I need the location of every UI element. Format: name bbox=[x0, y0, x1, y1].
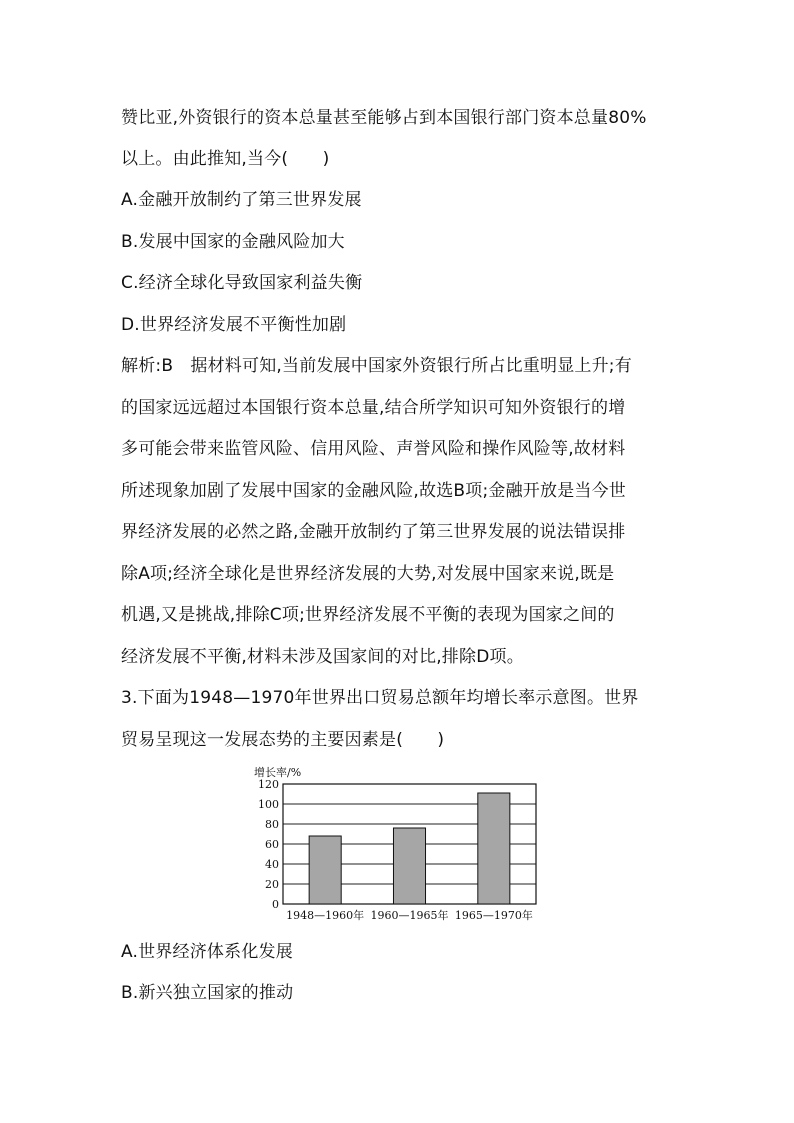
question-3-stem: 贸易呈现这一发展态势的主要因素是( ) bbox=[121, 730, 445, 750]
y-tick-label: 0 bbox=[272, 898, 279, 911]
analysis-line: 解析:B 据材料可知,当前发展中国家外资银行所占比重明显上升;有 bbox=[121, 356, 632, 376]
bar bbox=[478, 793, 510, 904]
y-tick-label: 40 bbox=[265, 858, 279, 871]
analysis-line: 界经济发展的必然之路,金融开放制约了第三世界发展的说法错误排 bbox=[121, 522, 626, 542]
option-a: A.世界经济体系化发展 bbox=[121, 942, 293, 962]
analysis-line: 机遇,又是挑战,排除C项;世界经济发展不平衡的表现为国家之间的 bbox=[121, 605, 615, 625]
y-axis-label: 增长率/% bbox=[254, 766, 302, 779]
analysis-line: 除A项;经济全球化是世界经济发展的大势,对发展中国家来说,既是 bbox=[121, 564, 615, 584]
y-tick-label: 120 bbox=[258, 778, 279, 791]
option-c: C.经济全球化导致国家利益失衡 bbox=[121, 273, 363, 293]
x-tick-label: 1965—1970年 bbox=[454, 909, 533, 922]
text-line: 赞比亚,外资银行的资本总量甚至能够占到本国银行部门资本总量80% bbox=[121, 108, 647, 128]
y-tick-label: 20 bbox=[265, 878, 279, 891]
x-tick-label: 1948—1960年 bbox=[286, 909, 365, 922]
analysis-line: 的国家远远超过本国银行资本总量,结合所学知识可知外资银行的增 bbox=[121, 398, 626, 418]
option-b: B.新兴独立国家的推动 bbox=[121, 983, 294, 1003]
bar-chart-svg bbox=[250, 762, 550, 932]
growth-rate-chart bbox=[250, 762, 550, 932]
y-tick-label: 100 bbox=[258, 798, 279, 811]
analysis-line: 经济发展不平衡,材料未涉及国家间的对比,排除D项。 bbox=[121, 647, 524, 667]
analysis-line: 所述现象加剧了发展中国家的金融风险,故选B项;金融开放是当今世 bbox=[121, 481, 626, 501]
question-3-stem: 3.下面为1948—1970年世界出口贸易总额年均增长率示意图。世界 bbox=[121, 688, 639, 708]
y-tick-label: 80 bbox=[265, 818, 279, 831]
bar bbox=[393, 828, 425, 904]
analysis-line: 多可能会带来监管风险、信用风险、声誉风险和操作风险等,故材料 bbox=[121, 439, 626, 459]
text-line: 以上。由此推知,当今( ) bbox=[121, 149, 330, 169]
bar bbox=[309, 836, 341, 904]
y-tick-label: 60 bbox=[265, 838, 279, 851]
option-d: D.世界经济发展不平衡性加剧 bbox=[121, 315, 347, 335]
x-tick-label: 1960—1965年 bbox=[370, 909, 449, 922]
option-a: A.金融开放制约了第三世界发展 bbox=[121, 190, 362, 210]
option-b: B.发展中国家的金融风险加大 bbox=[121, 232, 345, 252]
